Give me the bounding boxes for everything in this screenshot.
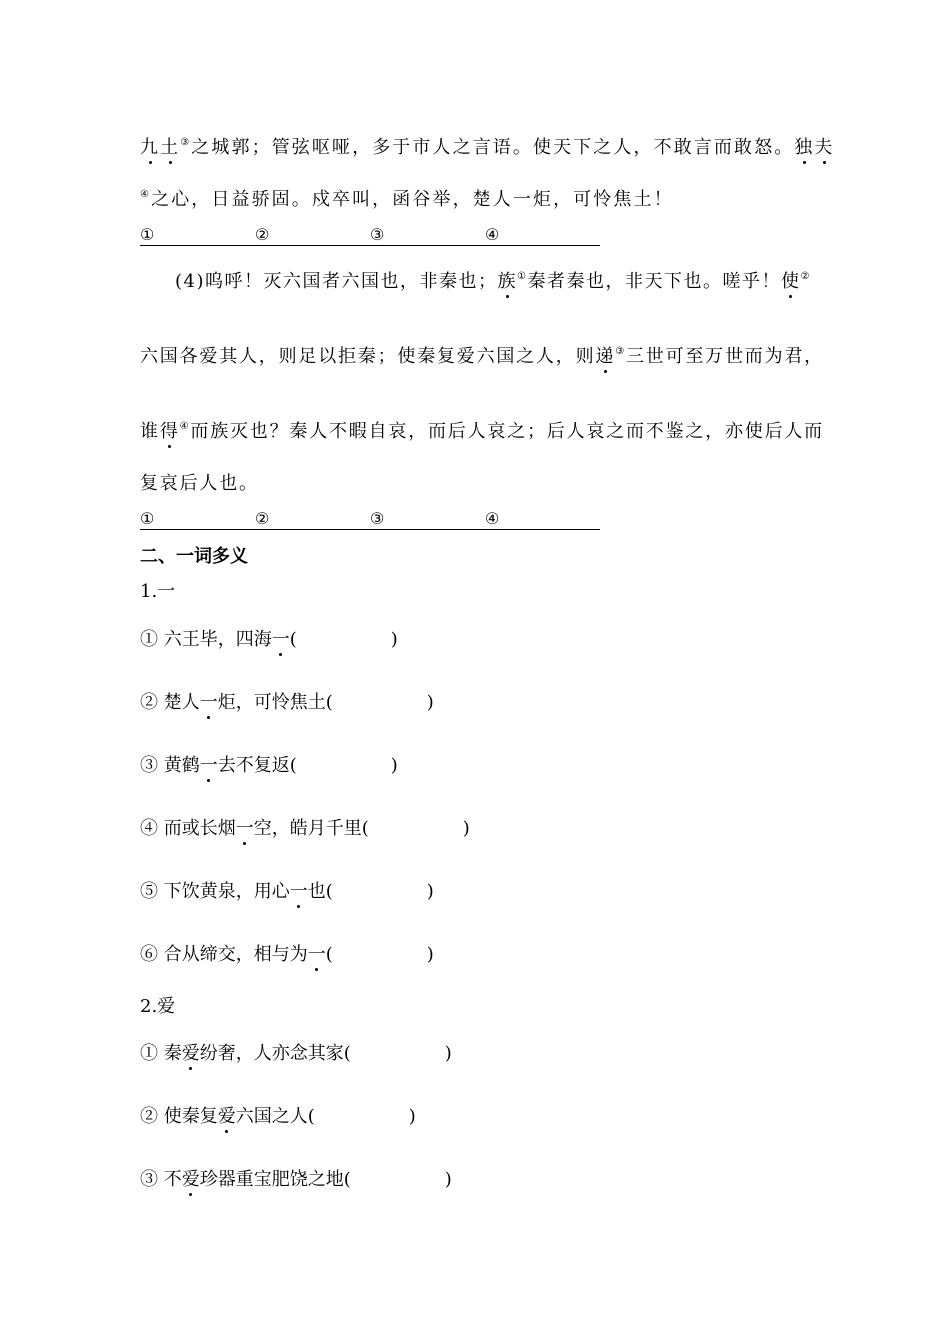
- passage3-line2: [140, 188, 674, 212]
- item-text: 珍器重宝肥饶之地(: [199, 1169, 351, 1190]
- item-text: 空，皓月千里(: [253, 818, 369, 839]
- item-text: 而或长烟: [163, 818, 236, 839]
- item-number: ④: [140, 818, 158, 839]
- list-item: [140, 880, 434, 904]
- passage4-line2: [140, 345, 824, 369]
- dotted-char: 爱: [181, 1169, 200, 1190]
- section-heading: 二、一词多义: [140, 546, 248, 567]
- word-label: 1.一: [140, 581, 176, 602]
- item-text: (: [289, 629, 297, 650]
- dotted-char: 土: [160, 137, 181, 158]
- dotted-char: 一: [289, 881, 308, 902]
- item-text: (: [325, 944, 333, 965]
- dotted-char: 一: [199, 692, 218, 713]
- item-number: ②: [140, 692, 158, 713]
- footnote-mark: ③: [180, 137, 192, 148]
- item-number: ③: [140, 755, 158, 776]
- blank-label: ④: [485, 225, 500, 244]
- list-item: [140, 1042, 452, 1066]
- word-label: 2.爱: [140, 996, 176, 1017]
- item-text: ): [390, 755, 398, 776]
- passage4-line4: [140, 472, 259, 496]
- dotted-char: 一: [199, 755, 218, 776]
- item-number: ①: [140, 1043, 158, 1064]
- passage-text: 秦者秦也，非天下也。嗟乎！: [527, 271, 781, 292]
- list-item: [140, 1168, 452, 1192]
- list-item: [140, 628, 398, 652]
- item-number: ⑤: [140, 881, 158, 902]
- dotted-char: 爱: [217, 1106, 236, 1127]
- item-text: 楚人: [163, 692, 200, 713]
- blank-label: ①: [140, 225, 155, 244]
- passage4-line1: [175, 270, 811, 294]
- passage-text: 三世可至万世而为君，: [625, 346, 824, 367]
- item-text: 六国之人(: [235, 1106, 315, 1127]
- list-item: [140, 943, 434, 967]
- item-text: 六王毕，四海: [163, 629, 272, 650]
- item-text: ): [426, 692, 434, 713]
- item-number: ②: [140, 1106, 158, 1127]
- item-text: 黄鹤: [163, 755, 200, 776]
- footnote-mark: ④: [140, 189, 152, 200]
- dotted-char: 夫: [814, 137, 835, 158]
- dotted-char: 使: [780, 271, 801, 292]
- dotted-char: 独: [794, 137, 815, 158]
- dotted-char: 得: [159, 421, 180, 442]
- blank-label: ②: [255, 509, 270, 528]
- item-text: 使秦复: [163, 1106, 218, 1127]
- item-text: ): [444, 1169, 452, 1190]
- footnote-mark: ③: [615, 346, 626, 357]
- footnote-mark: ②: [800, 271, 811, 282]
- item-text: 也(: [307, 881, 333, 902]
- passage4-line3: [140, 420, 824, 444]
- list-item: [140, 691, 434, 715]
- passage-text: 复哀后人也。: [140, 473, 259, 494]
- item-text: 下饮黄泉，用心: [163, 881, 290, 902]
- item-text: ): [390, 629, 398, 650]
- dotted-char: 一: [307, 944, 326, 965]
- blank-label: ①: [140, 509, 155, 528]
- list-item: [140, 754, 398, 778]
- dotted-char: 九: [140, 137, 161, 158]
- list-item: [140, 817, 470, 841]
- item-number: ⑥: [140, 944, 158, 965]
- item-text: 秦: [163, 1043, 182, 1064]
- dotted-char: 递: [595, 346, 616, 367]
- passage3-line1: [140, 136, 835, 160]
- item-text: 纷奢，人亦念其家(: [199, 1043, 351, 1064]
- item-text: ): [426, 944, 434, 965]
- footnote-mark: ①: [517, 271, 528, 282]
- passage-text: 六国各爱其人，则足以拒秦；使秦复爱六国之人，则: [140, 346, 596, 367]
- dotted-char: 一: [271, 629, 290, 650]
- item-text: ): [426, 881, 434, 902]
- item-text: 炬，可怜焦土(: [217, 692, 333, 713]
- blank-label: ③: [370, 509, 385, 528]
- item-number: ③: [140, 1169, 158, 1190]
- blank-label: ③: [370, 225, 385, 244]
- item-text: ): [444, 1043, 452, 1064]
- passage-text: 谁: [140, 421, 160, 442]
- dotted-char: 族: [497, 271, 517, 292]
- item-text: 合从缔交，相与为: [163, 944, 308, 965]
- passage-text: 而族灭也？秦人不暇自哀，而后人哀之；后人哀之而不鉴之，亦使后人而: [190, 421, 824, 442]
- list-item: [140, 1105, 416, 1129]
- item-text: ): [408, 1106, 416, 1127]
- answer-blanks[interactable]: [140, 509, 600, 530]
- item-number: ①: [140, 629, 158, 650]
- passage-text: 之心，日益骄固。戍卒叫，函谷举，楚人一炬，可怜焦土！: [151, 189, 674, 210]
- footnote-mark: ④: [179, 421, 191, 432]
- item-text: ): [462, 818, 470, 839]
- blank-label: ②: [255, 225, 270, 244]
- item-text: 不: [163, 1169, 182, 1190]
- passage-text: 之城郭；管弦呕哑，多于市人之言语。使天下之人，不敢言而敢怒。: [191, 137, 795, 158]
- item-text: 去不复返(: [217, 755, 297, 776]
- blank-label: ④: [485, 509, 500, 528]
- dotted-char: 爱: [181, 1043, 200, 1064]
- dotted-char: 一: [235, 818, 254, 839]
- answer-blanks[interactable]: [140, 225, 600, 246]
- passage-text: (4)呜呼！灭六国者六国也，非秦也；: [175, 271, 498, 292]
